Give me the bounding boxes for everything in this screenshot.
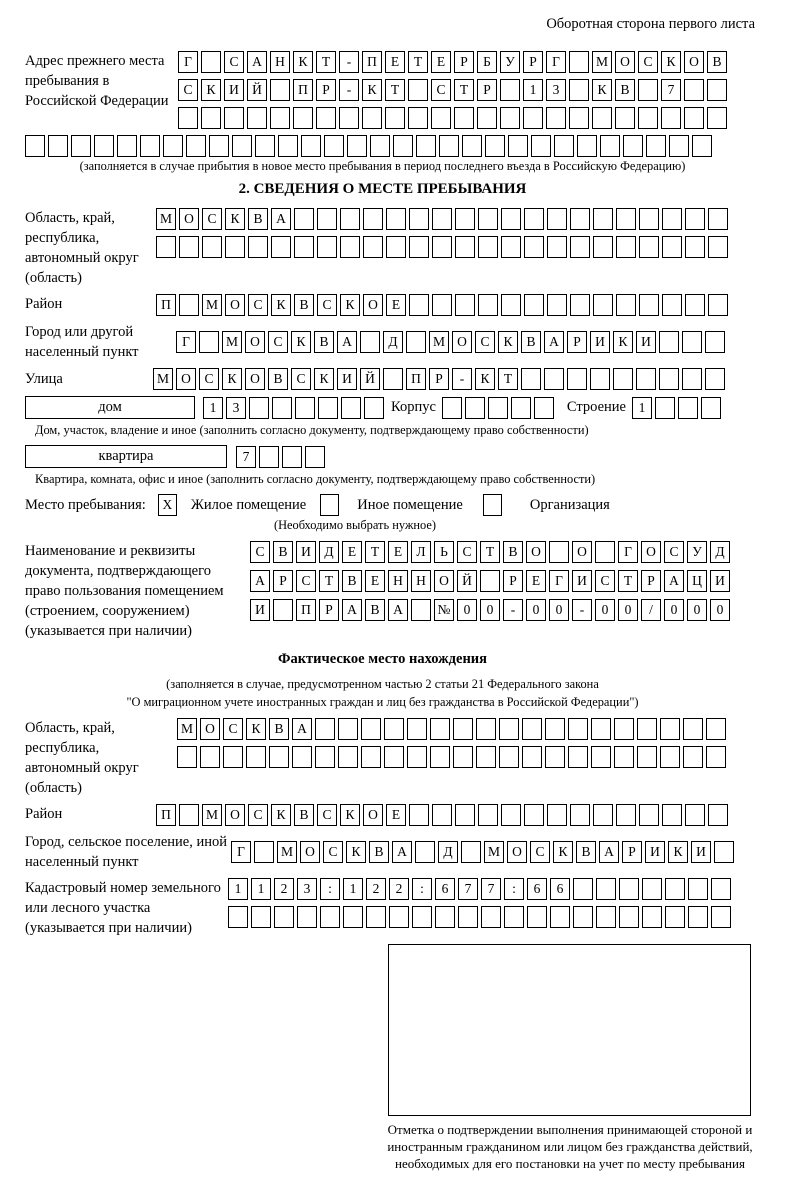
fact-raion-row[interactable]: П М О С К В С К О Е bbox=[156, 804, 731, 826]
ulitsa-label: Улица bbox=[25, 371, 63, 387]
fact-oblast-label: Область, край, республика, автономный округ (область) bbox=[25, 720, 139, 796]
mesto-note: (Необходимо выбрать нужное) bbox=[273, 518, 437, 532]
fact-gorod-label: Город, сельское поселение, иной населенный пункт bbox=[25, 834, 228, 870]
field-dom bbox=[25, 396, 780, 419]
prev-address-row-4[interactable] bbox=[25, 135, 780, 157]
checkbox-inoe-pomeshchenie[interactable] bbox=[320, 494, 339, 516]
fact-field-oblast bbox=[25, 718, 780, 798]
kvartira-note: Квартира, комната, офис и иное (заполнить согласно документу, подтверждающему право собственности) bbox=[35, 472, 596, 486]
page-side-note: Оборотная сторона первого листа bbox=[546, 16, 755, 32]
prev-address-row-3[interactable] bbox=[178, 107, 730, 129]
dom-type-box[interactable]: дом bbox=[25, 396, 195, 419]
prev-address-grid bbox=[178, 51, 730, 129]
oblast-label: Область, край, республика, автономный округ (область) bbox=[25, 210, 139, 286]
field-kvartira bbox=[25, 445, 780, 468]
prev-address-row-1[interactable]: Г С А Н К Т - П Е Т Е Р Б У Р Г М О С К О В bbox=[178, 51, 730, 73]
gorod-label: Город или другой населенный пункт bbox=[25, 324, 139, 360]
raion-label: Район bbox=[25, 296, 63, 312]
dom-number-cells[interactable]: 1 3 bbox=[203, 397, 387, 419]
mesto-label: Место пребывания: bbox=[25, 496, 146, 513]
option-zhiloe-label: Жилое помещение bbox=[190, 496, 307, 513]
prev-address-note: (заполняется в случае прибытия в новое место пребывания в период последнего въезда в Российскую Федерацию) bbox=[79, 159, 686, 173]
document-label: Наименование и реквизиты документа, подтверждающего право пользования помещением (строением, сооружением) (указывается при наличии) bbox=[25, 543, 224, 639]
kvartira-type-box[interactable]: квартира bbox=[25, 445, 227, 468]
kvartira-cells[interactable]: 7 bbox=[236, 446, 328, 468]
raion-row[interactable]: П М О С К В С К О Е bbox=[156, 294, 731, 316]
field-document bbox=[25, 541, 780, 641]
fact-field-kadastr bbox=[25, 878, 780, 938]
document-row-1[interactable]: С В И Д Е Т Е Л Ь С Т В О О Г О С У Д bbox=[250, 541, 733, 563]
oblast-row-2[interactable] bbox=[156, 236, 731, 258]
kadastr-row-1[interactable]: 1 1 2 3 : 1 2 2 : 6 7 7 : 6 6 bbox=[228, 878, 734, 900]
fact-field-raion bbox=[25, 804, 780, 826]
stroenie-label: Строение bbox=[566, 399, 626, 415]
section2-title: 2. СВЕДЕНИЯ О МЕСТЕ ПРЕБЫВАНИЯ bbox=[238, 181, 527, 197]
kadastr-label: Кадастровый номер земельного или лесного участка (указывается при наличии) bbox=[25, 880, 221, 936]
fact-oblast-row-2[interactable] bbox=[177, 746, 729, 768]
field-prev-address bbox=[25, 51, 780, 129]
prev-address-label: Адрес прежнего места пребывания в Российской Федерации bbox=[25, 53, 169, 109]
korpus-label: Корпус bbox=[391, 399, 436, 415]
fact-location-note-2: "О миграционном учете иностранных граждан и лиц без гражданства в Российской Федерации") bbox=[126, 695, 639, 709]
ulitsa-row[interactable]: М О С К О В С К И Й П Р - К Т bbox=[153, 368, 728, 390]
prev-address-row-2[interactable]: С К И Й П Р - К Т С Т Р 1 3 К В 7 bbox=[178, 79, 730, 101]
document-row-2[interactable]: А Р С Т В Е Н Н О Й Р Е Г И С Т Р А Ц И bbox=[250, 570, 733, 592]
checkbox-zhiloe-pomeshchenie[interactable]: X bbox=[158, 494, 177, 516]
option-organizatsiya-label: Организация bbox=[529, 496, 610, 513]
stamp-area bbox=[388, 944, 751, 1116]
option-inoe-label: Иное помещение bbox=[357, 496, 463, 513]
fact-location-title: Фактическое место нахождения bbox=[278, 651, 487, 667]
fact-raion-label: Район bbox=[25, 806, 63, 822]
oblast-row-1[interactable]: М О С К В А bbox=[156, 208, 731, 230]
field-oblast bbox=[25, 208, 780, 288]
field-gorod bbox=[25, 322, 780, 362]
fact-location-note-1: (заполняется в случае, предусмотренном частью 2 статьи 21 Федерального закона bbox=[166, 677, 599, 691]
field-ulitsa bbox=[25, 368, 780, 390]
fact-oblast-row-1[interactable]: М О С К В А bbox=[177, 718, 729, 740]
gorod-row[interactable]: Г М О С К В А Д М О С К В А Р И К И bbox=[176, 331, 728, 353]
korpus-cells[interactable] bbox=[442, 397, 557, 419]
fact-gorod-row[interactable]: Г М О С К В А Д М О С К В А Р И К И bbox=[231, 841, 737, 863]
stroenie-cells[interactable]: 1 bbox=[632, 397, 724, 419]
checkbox-organizatsiya[interactable] bbox=[483, 494, 502, 516]
field-raion bbox=[25, 294, 780, 316]
stamp-note: Отметка о подтверждении выполнения принимающей стороной и иностранным гражданином или лицом без гражданства действий, необходимых для его постановки на учет по месту пребывания bbox=[387, 1122, 753, 1171]
fact-field-gorod bbox=[25, 832, 780, 872]
document-row-3[interactable]: И П Р А В А № 0 0 - 0 0 - 0 0 / 0 0 0 bbox=[250, 599, 733, 621]
field-mesto-prebyvaniya bbox=[25, 494, 780, 516]
kadastr-row-2[interactable] bbox=[228, 906, 734, 928]
dom-note: Дом, участок, владение и иное (заполнить согласно документу, подтверждающему право собственности) bbox=[35, 423, 589, 437]
